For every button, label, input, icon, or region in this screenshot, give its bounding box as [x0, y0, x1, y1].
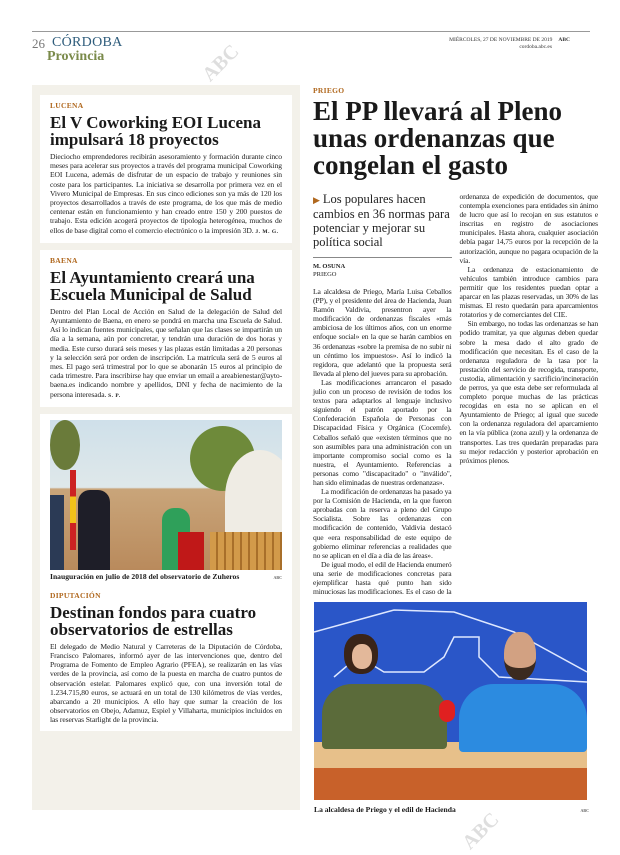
tree [50, 420, 80, 470]
location: PRIEGO [313, 271, 337, 278]
abc-watermark: ABC [198, 40, 244, 86]
photo-credit: ABC [273, 574, 282, 580]
man [459, 684, 587, 752]
article-body [50, 307, 282, 401]
observatory-photo [50, 420, 282, 570]
woman-face [352, 644, 372, 669]
subsection-title: Provincia [47, 49, 105, 64]
section-title: CÓRDOBA [52, 35, 123, 50]
author: M. OSUNA [313, 263, 346, 270]
paragraph: La alcaldesa de Priego, María Luisa Ceballos (PP), y el presidente del área de Hacienda, Juan Ramón Valdivia, presentron ayer la modificación de ordenanzas fiscales «más ambiciosa de los últimos años, con un enorme enfoque social» en la que se harán cambios en 36 ordenanzas «sobre la premisa de no subir ni un céntimo los impuestos». Así lo indicó la regidora, que adelantó que la propuesta será llevada al pleno del jueves para su aprobación. [313, 287, 452, 378]
article-baena [40, 250, 292, 407]
fence [210, 532, 282, 570]
article-lucena [40, 95, 292, 243]
body-text: Dentro del Plan Local de Acción en Salud de la delegación de Salud del Ayuntamiento de Baena, en enero se pondrá en marcha una Escuela de Salud. Así lo indican fuentes municipales, que señalan que las clases se impartirán un día a la semana, aún por concretar, y tendrán una duración de dos horas y media. Este curso durará seis meses y las plazas están limitadas a 20 personas y la selección será por orden de inscripción. La matrícula será de 5 euros al mes. El pago será trimestral por lo que se abonarán 15 euros al principio de cada trimestre. Para inscribirse hay que enviar un email a areabienestar@ayto-baena.es indicando nombre y apellidos, DNI y fecha de nacimiento de la persona interesada. [50, 306, 282, 399]
article-headline: El Ayuntamiento creará una Escuela Municipal de Salud [50, 267, 255, 304]
press-conference-photo [314, 602, 587, 800]
article-headline: Destinan fondos para cuatro observatorios de estrellas [50, 602, 257, 639]
photo-credit: ABC [580, 808, 589, 813]
caption-text: Inauguración en julio de 2018 del observatorio de Zuheros [50, 571, 240, 581]
body-text: Dieciocho emprendedores recibirán asesoramiento y formación durante cinco meses para acelerar sus proyectos a través del programa municipal Coworking EOI Lucena, además de disfrutar de un espacio de trabajo y reuniones sin coste para los participantes. La iniciativa se desarrolla por primera vez en el Vivero Municipal de Empresas. En sus cinco ediciones son ya más de 120 los proyectos desarrollados a través de este programa, de los que más de medio centenar están en funcionamiento y han creado entre 150 y 200 puestos de trabajo. Esta edición acogerá proyectos de tipología heterogénea, muchos de ellos de base digital como el comercio electrónico o la impresión 3D. [50, 152, 282, 235]
header-rule [32, 31, 590, 32]
abc-watermark: ABC [458, 808, 504, 854]
main-article-columns [313, 192, 598, 597]
article-label: DIPUTACIÓN [50, 590, 101, 600]
date-text: MIÉRCOLES, 27 DE NOVIEMBRE DE 2019 [449, 37, 553, 43]
website: cordoba.abc.es [519, 44, 552, 50]
header-date [449, 37, 570, 51]
microphone [439, 700, 455, 722]
woman [322, 684, 447, 749]
page-number: 26 [32, 36, 45, 51]
article-label: LUCENA [50, 101, 84, 110]
paragraph: La ordenanza de estacionamiento de vehículos también introduce cambios para permitir que los residentes puedan optar a aparcar en las plazas reservadas, un 30% de las mismas. El resto quedarán para aparcamientos rotatorios y de comerciantes del CIE. [459, 264, 598, 320]
observatory-dome [225, 450, 282, 545]
article-body [50, 152, 282, 237]
signature: J. M. G. [255, 228, 279, 235]
caption-text: La alcaldesa de Priego y el edil de Hacienda [314, 805, 456, 814]
photo-caption [314, 805, 589, 814]
man-face [504, 632, 536, 680]
byline [313, 257, 452, 279]
main-lead [313, 192, 452, 249]
article-body: El delegado de Medio Natural y Carreteras de la Diputación de Córdoba, Francisco Palomares, informó ayer de las intervenciones que, dentro del Programa de Fomento de Empleo Agrario (PFEA), se realizarán en las vías verdes de la provincia, así como de la puesta en marcha de cuatro puntos de observación estelar. Palomares explicó que, con una inversión total de 1.234.715,80 euros, se actuará en un total de 130 kilómetros de vías verdes, abarcando a 20 municipios. A ello hay que sumar la creación de los observatorios en Obejo, Adamuz, Espiel y Villaharta, municipios incluidos en las reservas Starlight de la provincia. [50, 641, 282, 725]
paragraph: De igual modo, el edil de Hacienda enumeró una serie de modificaciones concretas para ejemplificar hasta qué punto han sido minuciosas las modificaciones. Es el caso de la ordenanza de expedición de documentos, que contempla exenciones para entidades sin ánimo de lucro que así lo recojan en sus estatutos e inscritas en registro de asociaciones municipales. Hasta ahora, cualquier asociación debía pagar 14,75 euros por la recepción de la autorización, aunque no pagara ocupación de la vía. [313, 192, 598, 597]
paragraph: Las modificaciones arrancaron el pasado julio con un proceso de revisión de todos los textos para adaptarlos al lenguaje inclusivo siguiendo el patrón aportado por la Confederación Española de Personas con Discapacidad Física y Orgánica (Cocemfe). Ceballos señaló que «existen términos que no son asumibles para una administración con un importante compromiso social como es la nuestra, el Ayuntamiento. Referencias a personas como "discapacitado" o "inválido", han sido eliminadas de nuestras ordenanzas». [313, 377, 452, 487]
paragraph: La modificación de ordenanzas ha pasado ya por la Comisión de Hacienda, en la que fueron aprobadas con la reserva a pleno del Grupo Socialista. Sobre las ordenanzas con modificación de contenido, Valdivia destacó que «era responsabilidad de este equipo de gobierno eliminar referencias a realidades que no se aplican en el día a día de las áreas». [313, 487, 452, 560]
signature: S. P. [108, 392, 121, 399]
person [50, 495, 64, 570]
article-headline: El V Coworking EOI Lucena impulsará 18 proyectos [50, 113, 261, 149]
triangle-bullet-icon: ▶ [313, 195, 320, 205]
paragraph: Sin embargo, no todas las ordenanzas se han podido tramitar, ya que algunas deben quedar sobre la mesa dado el alto grado de modificación que necesitan. Es el caso de la ordenanza reguladora de la tasa por la prestación del servicio de recogida, transporte, custodia, alimentación y sacrificio/incineración de perros, ya que esta debe ser reformulada al completo porque muchas de las prácticas recogidas en esta no se aplican en el Ayuntamiento de Priego; al igual que sucede con la ordenanza reguladora del aparcamiento en la vía pública (zona azul) y la ordenanza de transportes. Las tres quedarán preparadas para su mejor redacción y posterior aprobación en próximos plenos. [459, 319, 598, 465]
flag [70, 470, 76, 550]
photo-caption [50, 572, 282, 581]
lead-text: Los populares hacen cambios en 36 normas para potenciar y mejorar su política social [313, 192, 450, 249]
article-label: BAENA [50, 255, 78, 265]
brand: ABC [558, 37, 570, 43]
left-sidebar [32, 85, 300, 810]
article-diputacion [40, 414, 292, 731]
main-headline: El PP llevará al Pleno unas ordenanzas que congelan el gasto [313, 96, 562, 180]
main-label: PRIEGO [313, 86, 345, 95]
man [78, 490, 110, 570]
lectern [178, 532, 204, 570]
